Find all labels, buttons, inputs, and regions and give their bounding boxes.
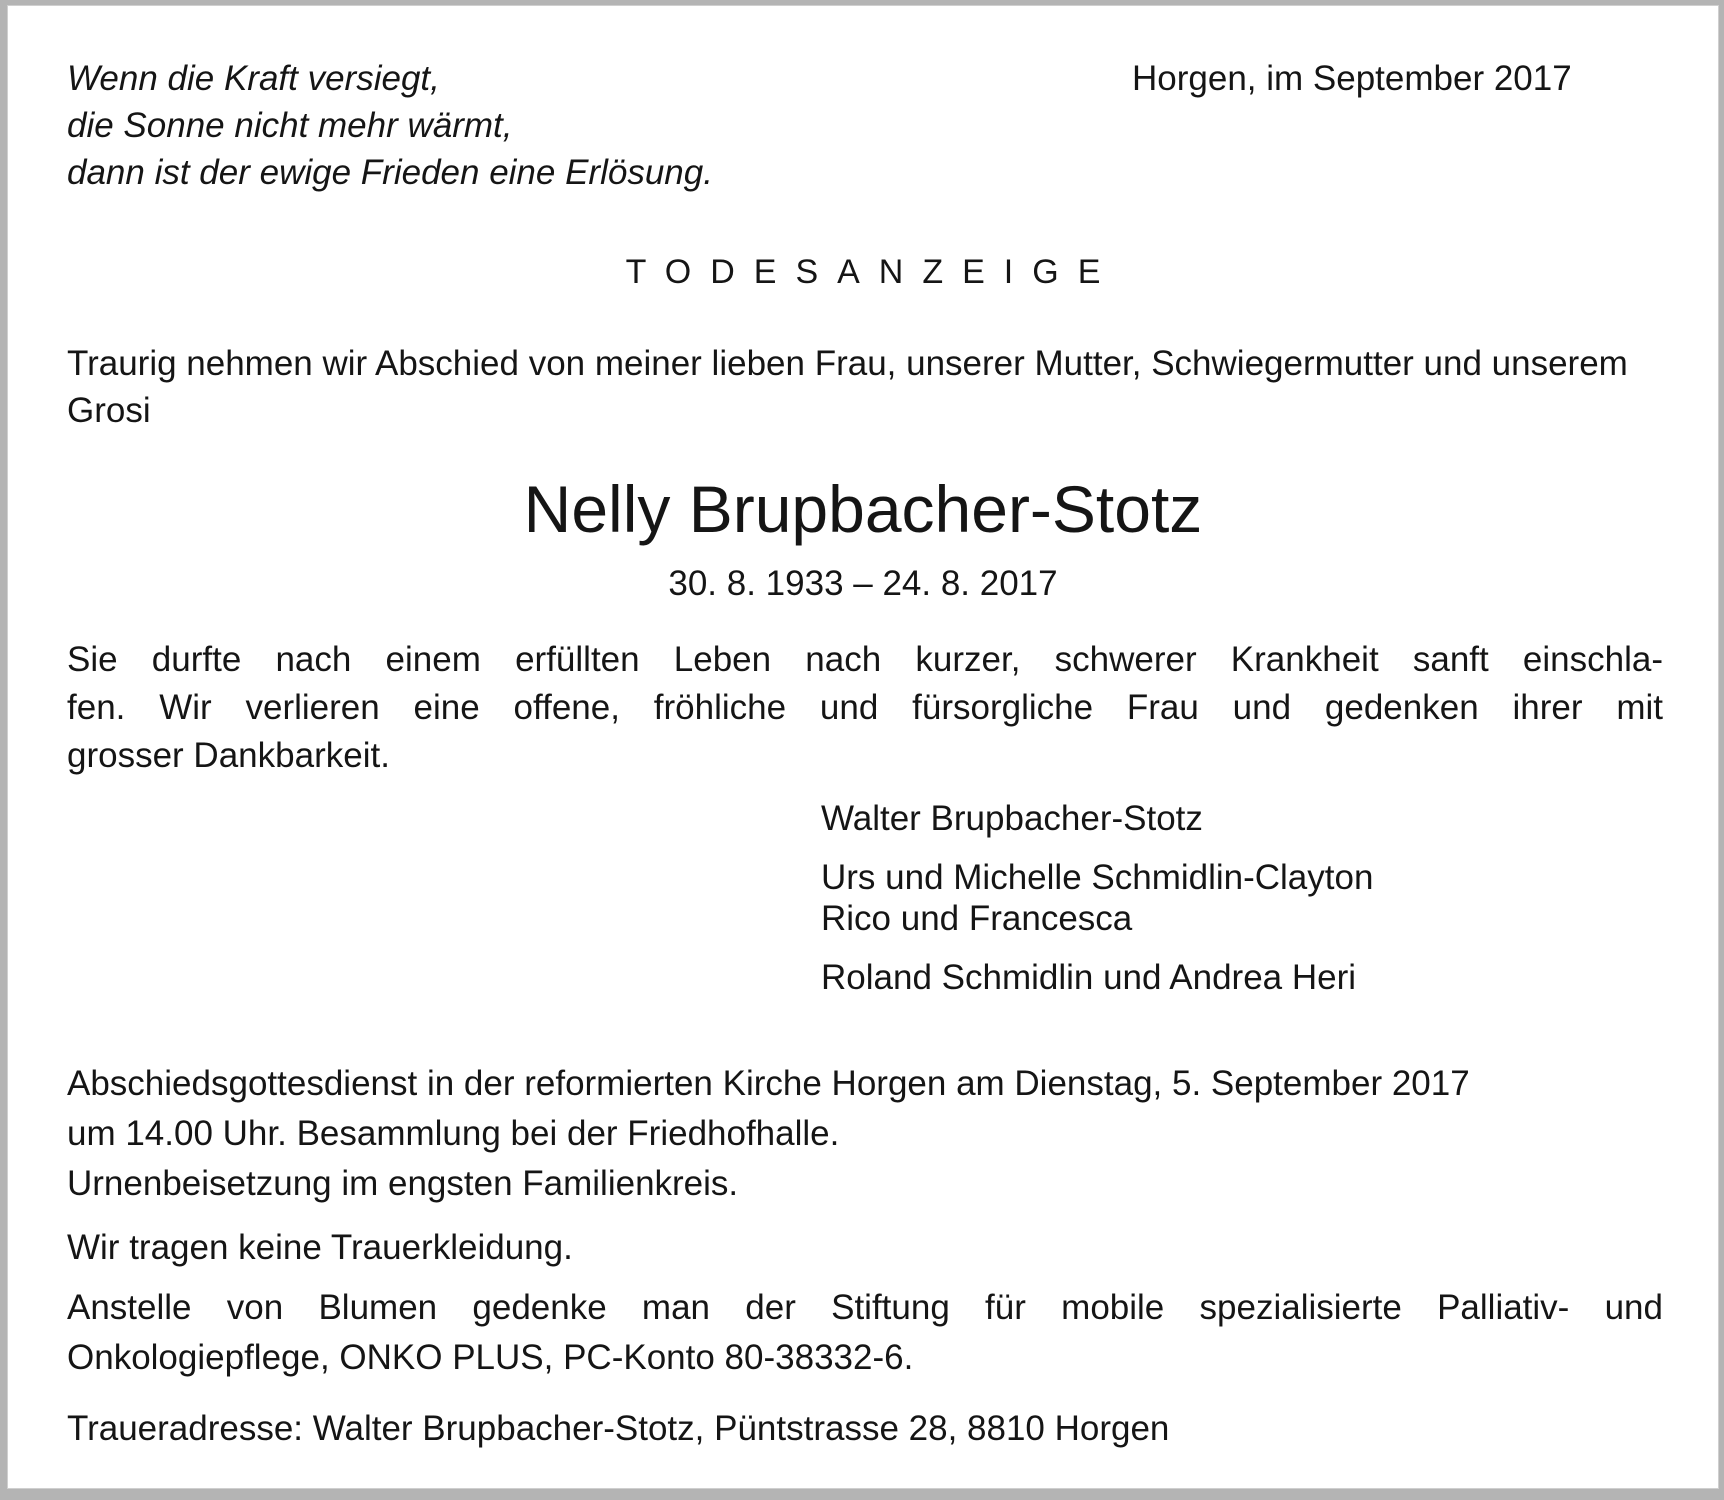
donation-line: Onkologiepflege, ONKO PLUS, PC-Konto 80-38332-6. [67,1338,914,1377]
mourner-group [821,798,1373,839]
service-line: Urnenbeisetzung im engsten Familienkreis. [67,1164,739,1203]
body-line: fen. Wir verlieren eine offene, fröhliche und fürsorgliche Frau und gedenken ihrer mit [67,688,1663,727]
poem-line: die Sonne nicht mehr wärmt, [67,106,513,145]
donation-note [67,1283,1663,1383]
mourner-group [821,857,1373,939]
memorial-poem [67,55,713,196]
mourners-list [821,798,1373,1016]
service-line: um 14.00 Uhr. Besammlung bei der Friedhofhalle. [67,1114,840,1153]
mourner-name: Urs und Michelle Schmidlin-Clayton [821,858,1374,897]
mourner-name: Rico und Francesca [821,899,1133,938]
donation-line: Anstelle von Blumen gedenke man der Stiftung für mobile spezialisierte Palliativ- und [67,1288,1663,1327]
service-line: Abschiedsgottesdienst in der reformierten Kirche Horgen am Dienstag, 5. September 2017 [67,1064,1470,1103]
intro-text: Traurig nehmen wir Abschied von meiner lieben Frau, unserer Mutter, Schwiegermutter und unserem Grosi [67,344,1628,430]
mourner-name: Walter Brupbacher-Stotz [821,799,1203,838]
obituary-notice [7,5,1719,1489]
deceased-name: Nelly Brupbacher-Stotz [523,472,1203,546]
place-date: Horgen, im September 2017 [1132,59,1572,98]
body-line: Sie durfte nach einem erfüllten Leben nach kurzer, schwerer Krankheit sanft einschla- [67,640,1663,679]
life-dates: 30. 8. 1933 – 24. 8. 2017 [668,564,1058,603]
mourner-name: Roland Schmidlin und Andrea Heri [821,958,1357,997]
mourner-group [821,957,1373,998]
mourning-address: Traueradresse: Walter Brupbacher-Stotz, Püntstrasse 28, 8810 Horgen [67,1409,1170,1448]
service-details [67,1059,1470,1209]
clothing-note: Wir tragen keine Trauerkleidung. [67,1228,573,1267]
poem-line: dann ist der ewige Frieden eine Erlösung. [67,153,713,192]
body-line: grosser Dankbarkeit. [67,736,390,775]
poem-line: Wenn die Kraft versiegt, [67,59,440,98]
notice-heading: TODESANZEIGE [625,253,1120,291]
obituary-body [67,636,1663,780]
